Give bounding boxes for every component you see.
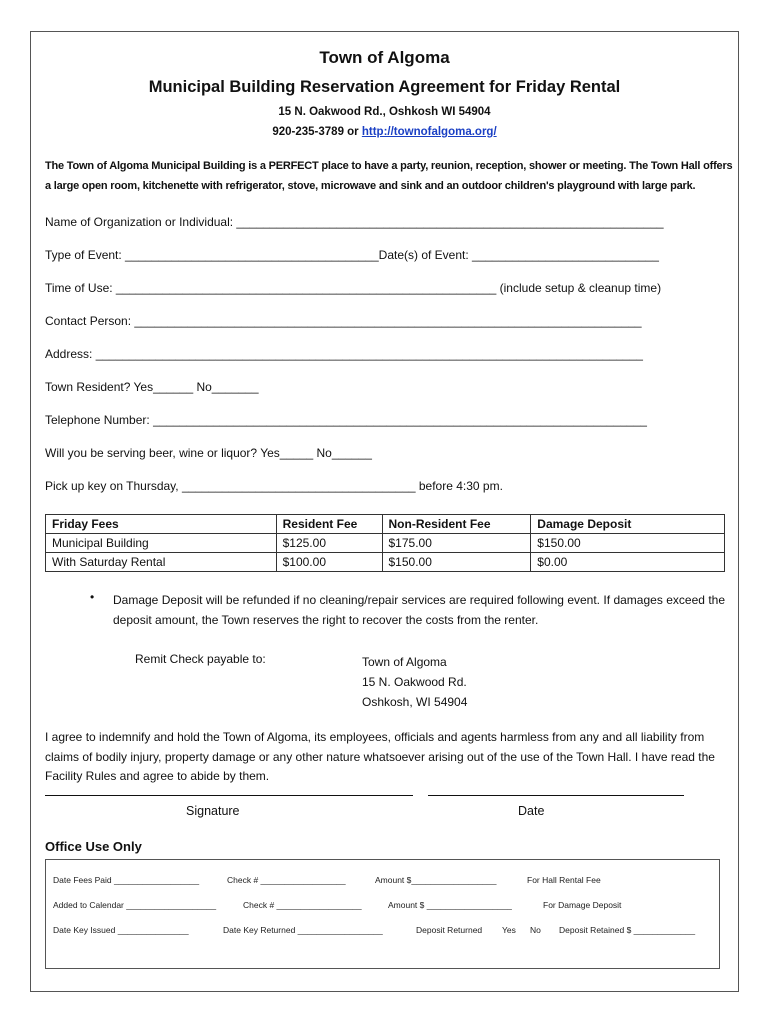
date-key-returned-field[interactable]: Date Key Returned __________________ xyxy=(223,925,383,935)
remit-label: Remit Check payable to: xyxy=(135,652,266,666)
office-use-title: Office Use Only xyxy=(45,839,142,854)
office-use-box xyxy=(45,859,720,969)
date-key-issued-field[interactable]: Date Key Issued _______________ xyxy=(53,925,189,935)
fee-header-cell: Non-Resident Fee xyxy=(382,515,531,534)
fee-cell: $150.00 xyxy=(382,553,531,572)
date-label: Date xyxy=(518,804,545,818)
table-row xyxy=(46,553,725,572)
remit-address xyxy=(362,652,467,712)
town-phone: 920-235-3789 or xyxy=(272,126,362,138)
fee-cell: $0.00 xyxy=(531,553,725,572)
remit-line: 15 N. Oakwood Rd. xyxy=(362,675,467,689)
amount-field[interactable]: Amount $ __________________ xyxy=(388,900,512,910)
fee-cell: $125.00 xyxy=(276,534,382,553)
fee-header-cell: Damage Deposit xyxy=(531,515,725,534)
date-line[interactable] xyxy=(428,795,684,796)
fee-header-cell: Resident Fee xyxy=(276,515,382,534)
contact-person-field[interactable]: Contact Person: ____________________________________________________________________________ xyxy=(45,314,642,328)
deposit-returned-yes[interactable]: Yes xyxy=(502,925,516,935)
added-to-calendar-field[interactable]: Added to Calendar ___________________ xyxy=(53,900,217,910)
fee-header-cell: Friday Fees xyxy=(46,515,277,534)
check-number-field[interactable]: Check # __________________ xyxy=(227,875,346,885)
signature-label: Signature xyxy=(186,804,240,818)
remit-line: Oshkosh, WI 54904 xyxy=(362,695,468,709)
telephone-field[interactable]: Telephone Number: __________________________________________________________________________ xyxy=(45,413,647,427)
fee-cell: $150.00 xyxy=(531,534,725,553)
town-contact xyxy=(30,126,739,138)
deposit-returned-label: Deposit Returned xyxy=(416,925,483,935)
form-title: Town of Algoma xyxy=(319,48,450,67)
damage-deposit-note: Damage Deposit will be refunded if no cleaning/repair services are required following event. If damages exceed the deposit amount, the Town reserves the right to recover the costs from the renter. xyxy=(113,593,725,627)
check-number-field[interactable]: Check # __________________ xyxy=(243,900,362,910)
time-of-use-field[interactable]: Time of Use: _________________________________________________________ (include setup & cleanup time) xyxy=(45,281,662,295)
hall-rental-fee-label: For Hall Rental Fee xyxy=(527,875,601,885)
town-website-link[interactable]: http://townofalgoma.org/ xyxy=(361,126,497,138)
organization-field[interactable]: Name of Organization or Individual: ________________________________________________________________ xyxy=(45,215,664,229)
intro-paragraph: The Town of Algoma Municipal Building is a PERFECT place to have a party, reunion, reception, shower or meeting. The Town Hall offers a large open room, kitchenette with refrigerator, stove, microwave and sink and an outdoor children's playground with large park. xyxy=(45,160,733,192)
fee-cell: $100.00 xyxy=(276,553,382,572)
deposit-returned-no[interactable]: No xyxy=(530,925,541,935)
damage-deposit-label: For Damage Deposit xyxy=(543,900,622,910)
event-type-date-field[interactable]: Type of Event: ______________________________________Date(s) of Event: ____________________________ xyxy=(45,248,659,262)
alcohol-field[interactable]: Will you be serving beer, wine or liquor? Yes_____ No______ xyxy=(45,446,372,460)
fee-table-header-row xyxy=(46,515,725,534)
fee-cell: Municipal Building xyxy=(46,534,277,553)
deposit-retained-field[interactable]: Deposit Retained $ _____________ xyxy=(559,925,696,935)
town-resident-field[interactable]: Town Resident? Yes______ No_______ xyxy=(45,380,259,394)
fee-table xyxy=(45,514,725,572)
date-fees-paid-field[interactable]: Date Fees Paid __________________ xyxy=(53,875,200,885)
town-address: 15 N. Oakwood Rd., Oshkosh WI 54904 xyxy=(278,106,491,118)
amount-field[interactable]: Amount $__________________ xyxy=(375,875,497,885)
remit-line: Town of Algoma xyxy=(362,655,447,669)
form-subtitle: Municipal Building Reservation Agreement for Friday Rental xyxy=(148,78,621,96)
signature-line[interactable] xyxy=(45,795,413,796)
address-field[interactable]: Address: __________________________________________________________________________________ xyxy=(45,347,643,361)
pickup-key-field[interactable]: Pick up key on Thursday, ___________________________________ before 4:30 pm. xyxy=(45,479,503,493)
fee-cell: $175.00 xyxy=(382,534,531,553)
bullet-icon: • xyxy=(90,590,95,604)
table-row xyxy=(46,534,725,553)
agreement-paragraph: I agree to indemnify and hold the Town of Algoma, its employees, officials and agents harmless from any and all liability from claims of bodily injury, property damage or any other nature whatsoever arising out of the use of the Town Hall. I have read the Facility Rules and agree to abide by them. xyxy=(45,730,715,783)
fee-cell: With Saturday Rental xyxy=(46,553,277,572)
